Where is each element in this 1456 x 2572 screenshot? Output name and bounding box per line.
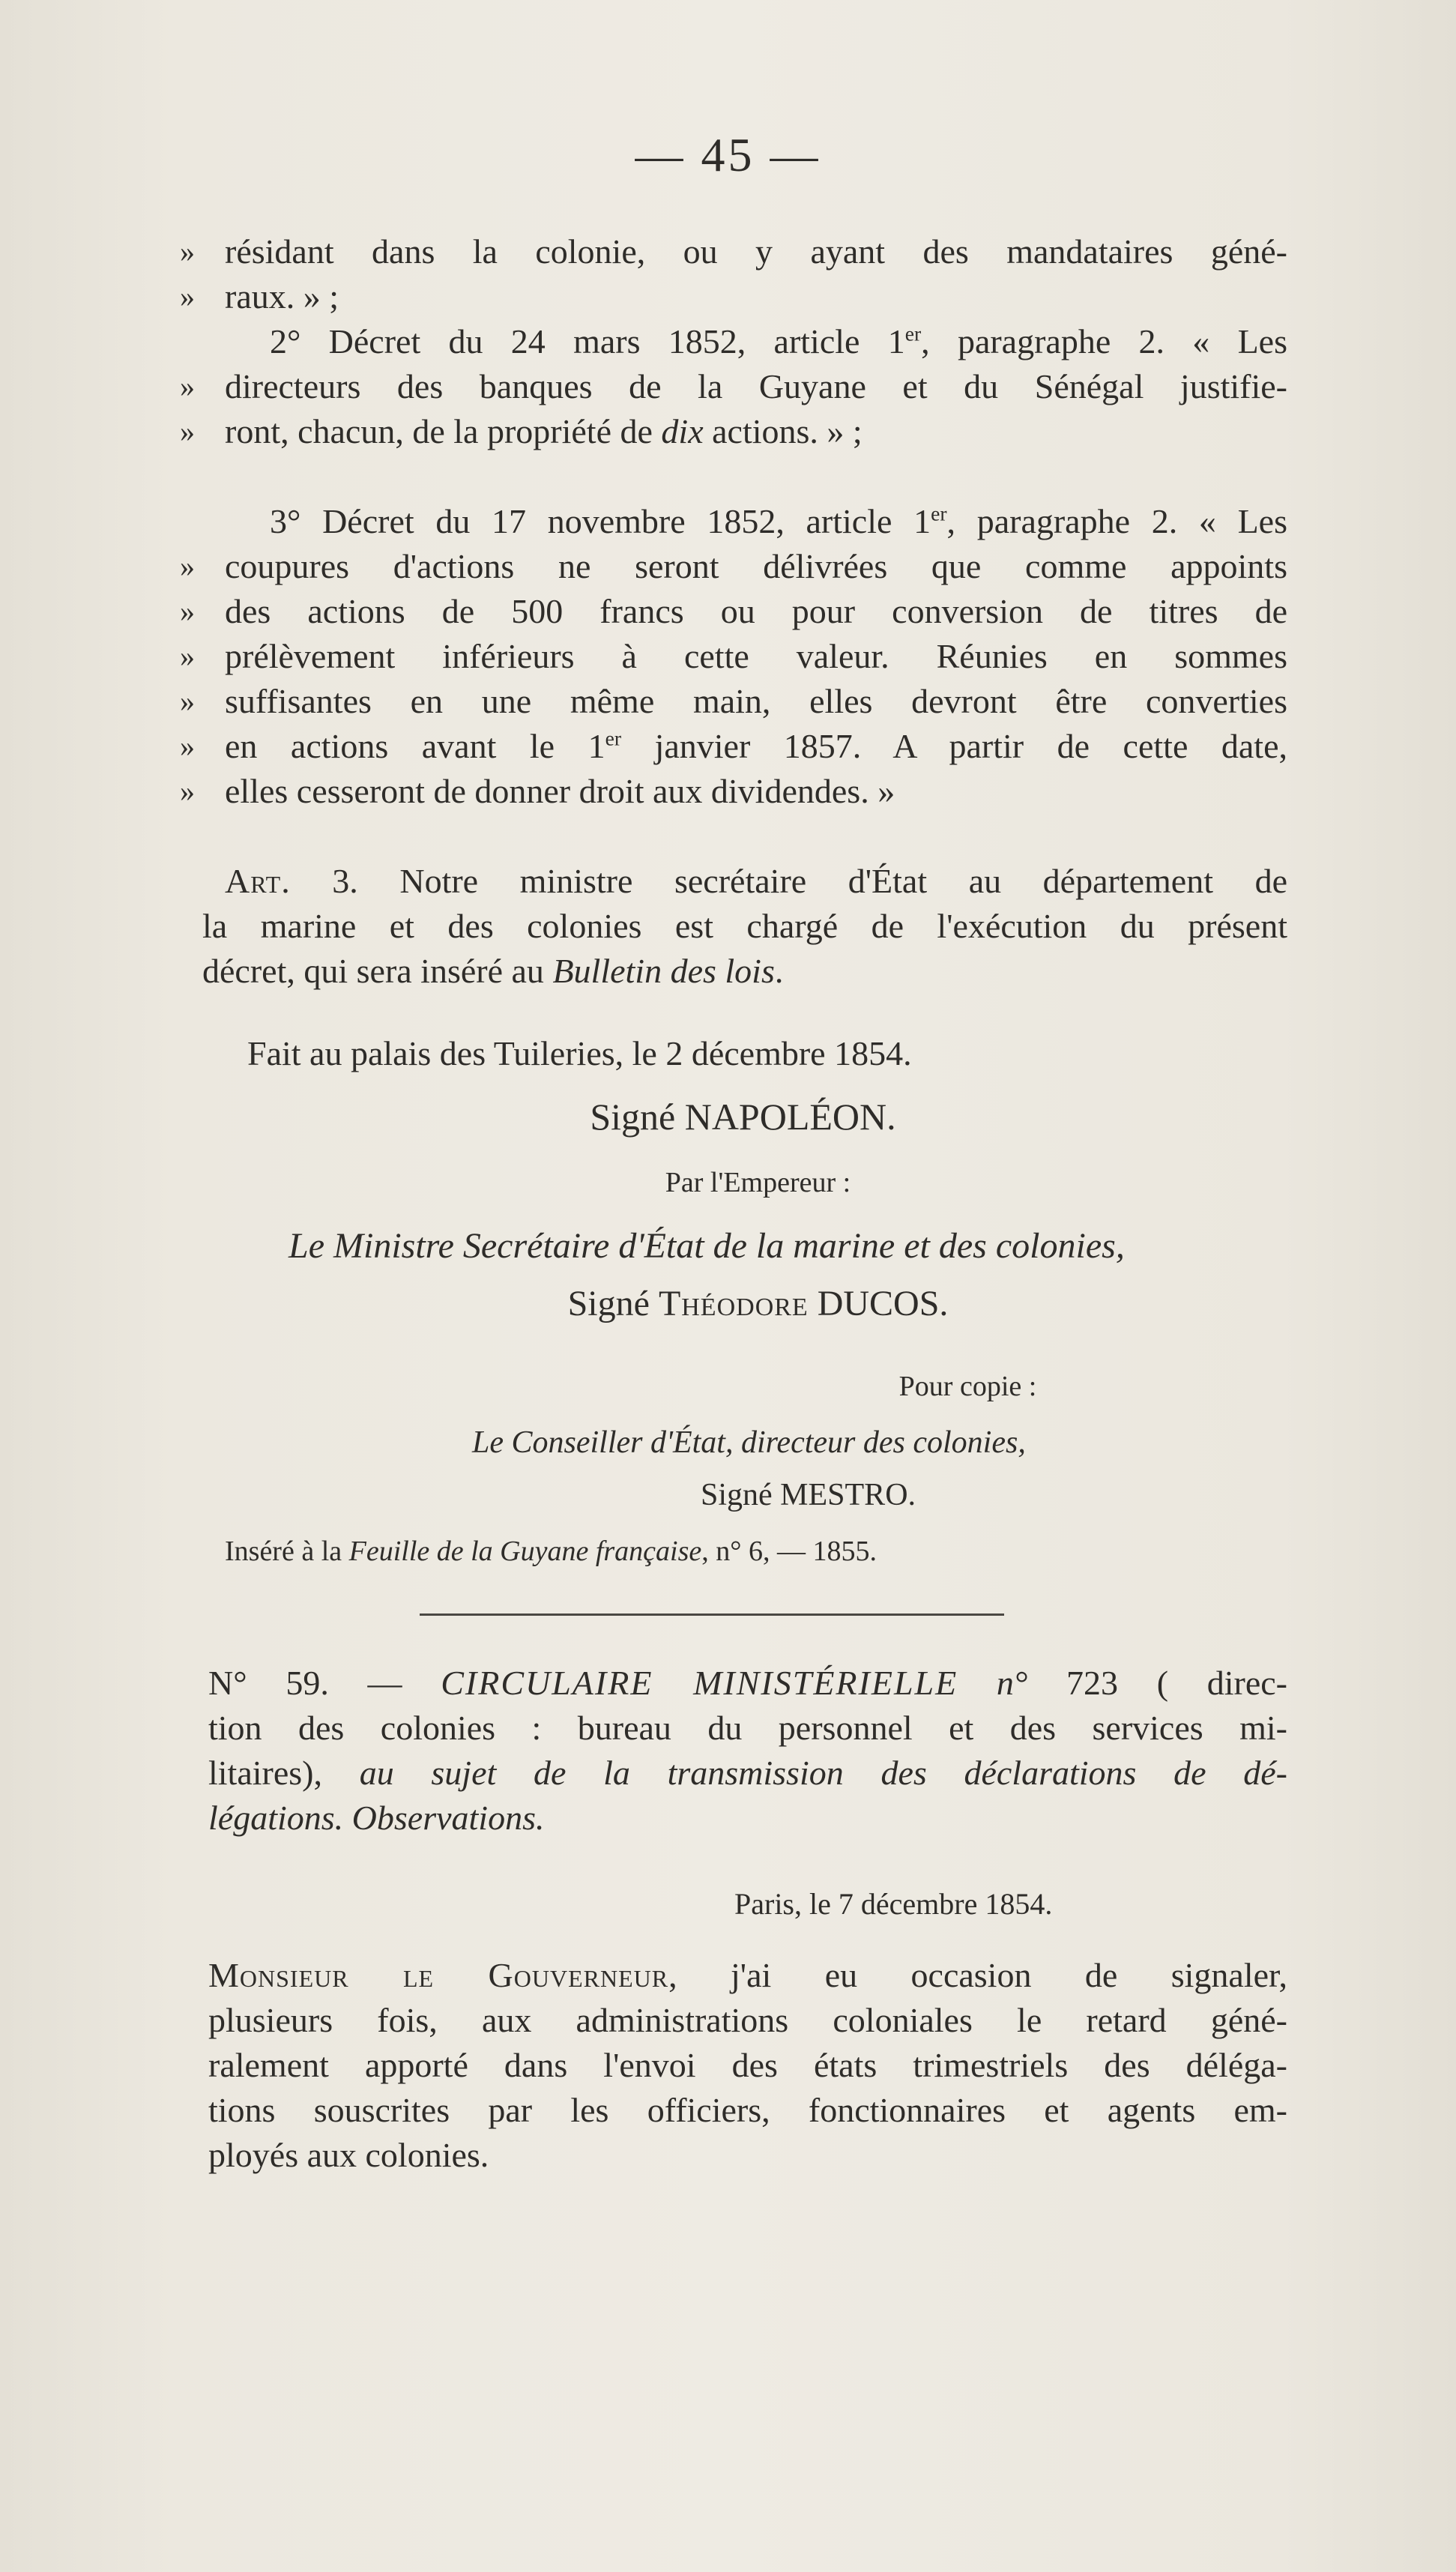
text-line: prélèvement inférieurs à cette valeur. Réunies en sommes bbox=[225, 637, 1287, 675]
page-number: — 45 — bbox=[635, 128, 821, 181]
letter-opening bbox=[208, 1954, 1287, 1996]
ministre-title: Le Ministre Secrétaire d'État de la marine et des colonies, bbox=[289, 1226, 1125, 1266]
guillemet-margin: » bbox=[180, 280, 195, 313]
text-segment: Inséré à la bbox=[225, 1536, 349, 1567]
journal-title: Feuille de la Guyane française bbox=[348, 1536, 702, 1567]
text-line bbox=[208, 1752, 1287, 1794]
first-name-smallcaps: Théodore bbox=[658, 1284, 809, 1323]
guillemet-margin: » bbox=[180, 369, 195, 403]
text-segment: 3. Notre ministre secrétaire d'État au département de bbox=[290, 862, 1287, 900]
text-line: tion des colonies : bureau du personnel et des services mi- bbox=[208, 1709, 1287, 1747]
insertion-note bbox=[225, 1530, 877, 1572]
text-segment: ront, chacun, de la propriété de bbox=[225, 412, 662, 450]
separator-rule bbox=[420, 1613, 1004, 1616]
signature-ducos bbox=[0, 1282, 1456, 1326]
text-line: tions souscrites par les officiers, fonctionnaires et agents em- bbox=[208, 2091, 1287, 2129]
text-line: plusieurs fois, aux administrations coloniales le retard géné- bbox=[208, 2001, 1287, 2039]
text-line: coupures d'actions ne seront délivrées que comme appoints bbox=[225, 547, 1287, 585]
text-line bbox=[225, 725, 1287, 767]
text-line: des actions de 500 francs ou pour conversion de titres de bbox=[225, 592, 1287, 630]
par-empereur: Par l'Empereur : bbox=[665, 1167, 851, 1198]
text-line: ralement apporté dans l'envoi des états trimestriels des déléga- bbox=[208, 2046, 1287, 2084]
text-segment: litaires), bbox=[208, 1754, 360, 1792]
text-segment: actions. » ; bbox=[703, 412, 863, 450]
text-segment: décret, qui sera inséré au bbox=[202, 952, 553, 990]
item-3-lead-text: 3° Décret du 17 novembre 1852, article 1 bbox=[270, 502, 931, 540]
text-segment: 723 ( direc- bbox=[1027, 1664, 1287, 1702]
guillemet-margin: » bbox=[180, 549, 195, 583]
item-3-lead-tail: , paragraphe 2. « Les bbox=[946, 502, 1287, 540]
text-line: ployés aux colonies. bbox=[208, 2136, 489, 2174]
date-line: Paris, le 7 décembre 1854. bbox=[734, 1887, 1053, 1921]
text-segment: janvier 1857. A partir de cette date, bbox=[621, 727, 1287, 765]
text-segment: Signé bbox=[567, 1284, 659, 1323]
text-line: suffisantes en une même main, elles devront être converties bbox=[225, 682, 1287, 720]
text-line bbox=[225, 411, 1287, 453]
text-segment: , j'ai eu occasion de signaler, bbox=[668, 1956, 1288, 1994]
text-line: légations. Observations. bbox=[208, 1799, 545, 1837]
guillemet-margin: » bbox=[180, 594, 195, 628]
superscript: er bbox=[605, 726, 622, 750]
text-segment: en actions avant le 1 bbox=[225, 727, 605, 765]
circulaire-heading bbox=[208, 1662, 1287, 1704]
superscript: er bbox=[931, 501, 947, 525]
text-segment: N° 59. — bbox=[208, 1664, 441, 1702]
salutation: Monsieur le Gouverneur bbox=[208, 1956, 669, 1994]
text-segment: , n° 6, — 1855. bbox=[701, 1536, 877, 1567]
circulaire-title: CIRCULAIRE MINISTÉRIELLE bbox=[441, 1664, 958, 1702]
guillemet-margin: » bbox=[180, 639, 195, 673]
text-line: résidant dans la colonie, ou y ayant des mandataires géné- bbox=[225, 232, 1287, 271]
bulletin-title: Bulletin des lois bbox=[552, 952, 775, 990]
guillemet-margin: » bbox=[180, 774, 195, 808]
text-segment: . bbox=[774, 952, 784, 990]
guillemet-margin: » bbox=[180, 684, 195, 718]
conseiller-title: Le Conseiller d'État, directeur des colonies, bbox=[472, 1425, 1026, 1460]
item-3-lead bbox=[270, 501, 1287, 543]
text-segment: DUCOS. bbox=[808, 1284, 949, 1323]
article-3-line bbox=[225, 860, 1287, 902]
guillemet-margin: » bbox=[180, 729, 195, 763]
text-line: elles cesseront de donner droit aux dividendes. » bbox=[225, 772, 895, 810]
text-line: la marine et des colonies est chargé de l'exécution du présent bbox=[202, 907, 1287, 945]
text-segment: n° bbox=[958, 1664, 1028, 1702]
signature-mestro: Signé MESTRO. bbox=[701, 1478, 916, 1512]
text-line: raux. » ; bbox=[225, 277, 339, 316]
item-2-lead-tail: , paragraphe 2. « Les bbox=[921, 322, 1287, 360]
text-segment: au sujet de la transmission des déclarations de dé- bbox=[359, 1754, 1287, 1792]
guillemet-margin: » bbox=[180, 414, 195, 448]
fait-line: Fait au palais des Tuileries, le 2 décembre 1854. bbox=[247, 1034, 912, 1072]
superscript: er bbox=[904, 322, 922, 345]
text-line: directeurs des banques de la Guyane et du Sénégal justifie- bbox=[225, 367, 1287, 405]
italic-word: dix bbox=[661, 412, 704, 450]
text-line bbox=[202, 950, 1287, 992]
signature-napoleon: Signé NAPOLÉON. bbox=[590, 1096, 896, 1138]
item-2-lead-text: 2° Décret du 24 mars 1852, article 1 bbox=[270, 322, 905, 360]
pour-copie: Pour copie : bbox=[898, 1371, 1037, 1402]
item-2-lead bbox=[270, 321, 1287, 363]
guillemet-margin: » bbox=[180, 235, 195, 268]
article-label: Art. bbox=[225, 862, 291, 900]
